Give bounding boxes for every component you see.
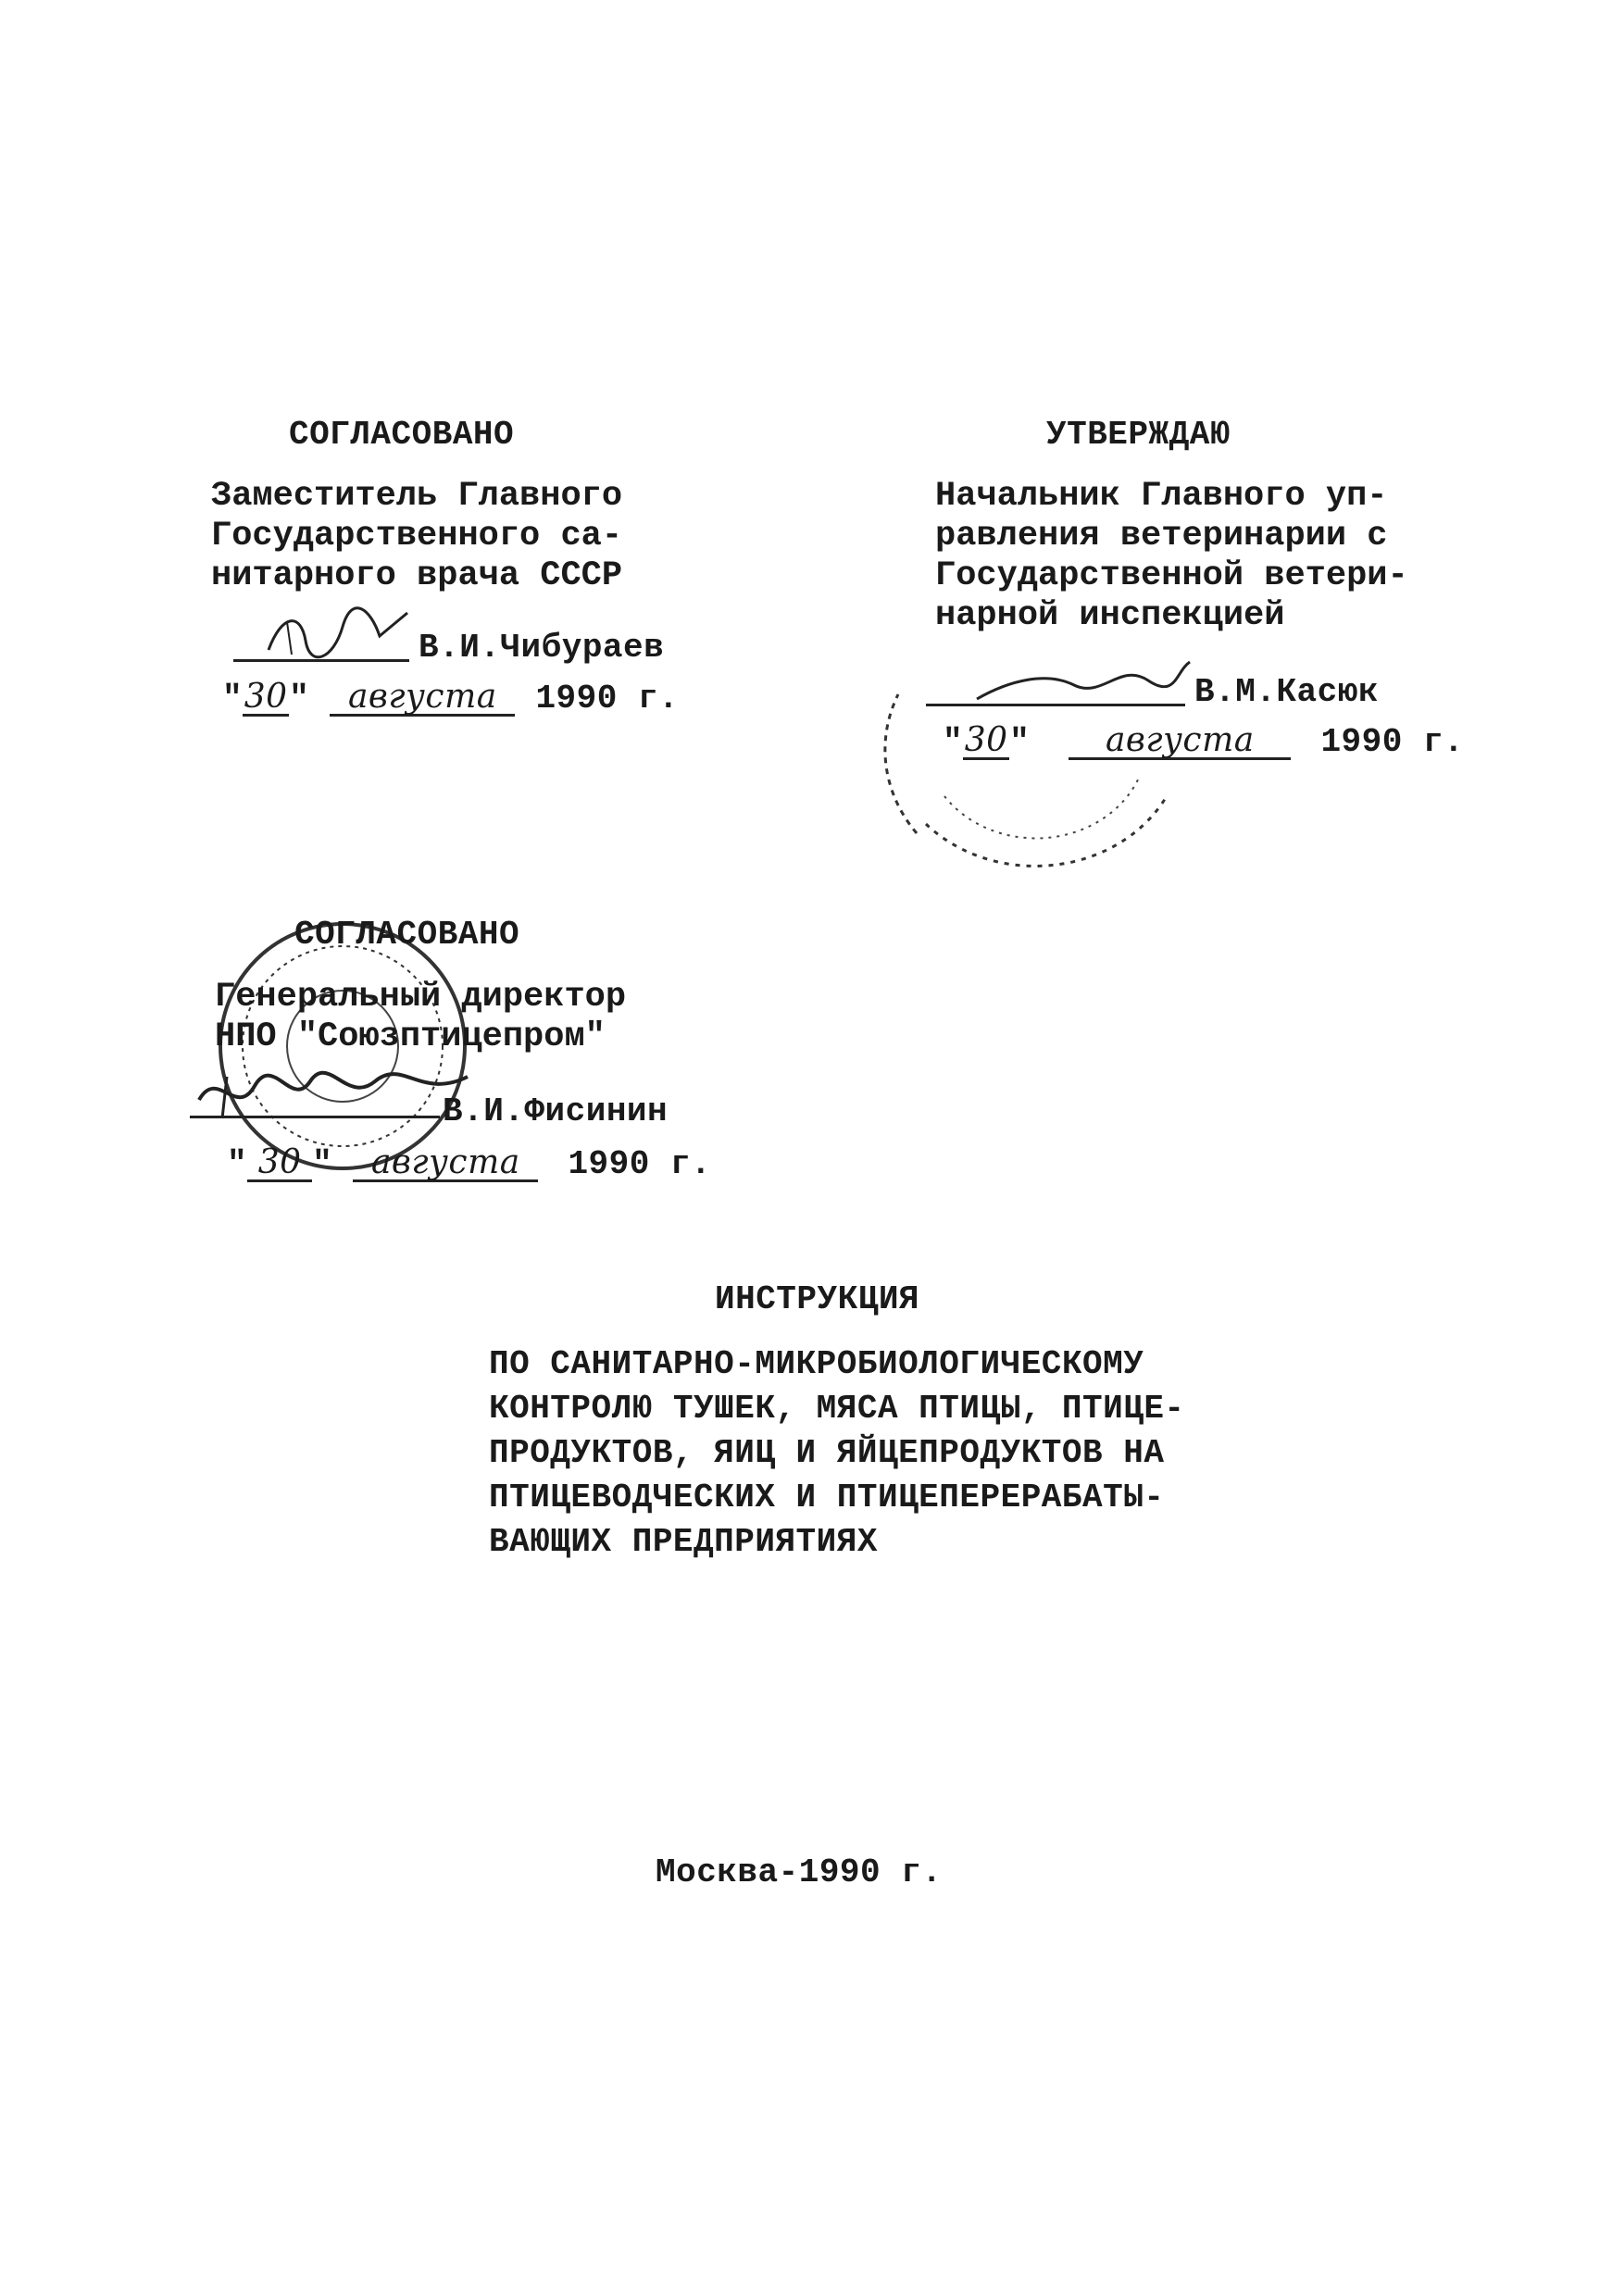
date-month: августа	[330, 680, 515, 717]
date-day: 30	[247, 1146, 312, 1182]
bottom-left-approval-position	[215, 978, 626, 1057]
right-signature	[972, 653, 1194, 708]
subtitle-line: ВАЮЩИХ ПРЕДПРИЯТИЯХ	[489, 1522, 878, 1561]
right-signature-name: В.М.Касюк	[1194, 673, 1379, 711]
right-approval-line: Начальник Главного уп-	[935, 477, 1388, 516]
date-quote: "	[943, 723, 964, 761]
bottom-left-approval-line: НПО "Союзптицепром"	[215, 1017, 606, 1056]
bottom-left-approval-line: Генеральный директор	[215, 978, 627, 1017]
date-day: 30	[964, 721, 1008, 759]
right-approval-line: нарной инспекцией	[935, 595, 1285, 635]
bottom-left-approval-date	[227, 1143, 712, 1183]
right-approval-date	[943, 721, 1465, 761]
date-quote: "	[312, 1145, 333, 1183]
document-title: ИНСТРУКЦИЯ	[715, 1280, 920, 1318]
date-year: 1990 г.	[535, 680, 680, 718]
date-quote: "	[222, 680, 244, 718]
place-year: Москва-1990 г.	[656, 1853, 943, 1891]
date-month: августа	[353, 1146, 538, 1182]
right-approval-line: Государственной ветери-	[935, 555, 1408, 595]
left-approval-line: Заместитель Главного	[211, 477, 623, 516]
left-signature-name: В.И.Чибураев	[419, 629, 665, 667]
subtitle-line: КОНТРОЛЮ ТУШЕК, МЯСА ПТИЦЫ, ПТИЦЕ-	[489, 1389, 1185, 1428]
left-approval-line: нитарного врача СССР	[211, 555, 623, 595]
date-year: 1990 г.	[1320, 723, 1465, 761]
left-approval-date	[222, 680, 679, 717]
right-approval-line: равления ветеринарии с	[935, 516, 1388, 555]
document-subtitle	[489, 1342, 1185, 1564]
date-quote: "	[289, 680, 310, 718]
date-month: августа	[1069, 724, 1291, 760]
bottom-left-approval-heading: СОГЛАСОВАНО	[294, 916, 520, 954]
subtitle-line: ПТИЦЕВОДЧЕСКИХ И ПТИЦЕПЕРЕРАБАТЫ-	[489, 1478, 1165, 1516]
date-quote: "	[227, 1145, 248, 1183]
right-signature-line	[926, 704, 1185, 706]
date-day: 30	[244, 678, 288, 716]
bottom-left-signature-line	[190, 1116, 440, 1118]
subtitle-line: ПО САНИТАРНО-МИКРОБИОЛОГИЧЕСКОМУ	[489, 1345, 1144, 1383]
date-year: 1990 г.	[568, 1145, 712, 1183]
left-approval-line: Государственного са-	[211, 516, 623, 555]
subtitle-line: ПРОДУКТОВ, ЯИЦ И ЯЙЦЕПРОДУКТОВ НА	[489, 1433, 1165, 1472]
bottom-left-signature-name: В.И.Фисинин	[443, 1092, 669, 1130]
date-quote: "	[1009, 723, 1031, 761]
right-approval-heading: УТВЕРЖДАЮ	[1046, 416, 1231, 454]
left-signature-line	[233, 659, 409, 662]
left-approval-position	[211, 477, 622, 596]
left-approval-heading: СОГЛАСОВАНО	[289, 416, 515, 454]
